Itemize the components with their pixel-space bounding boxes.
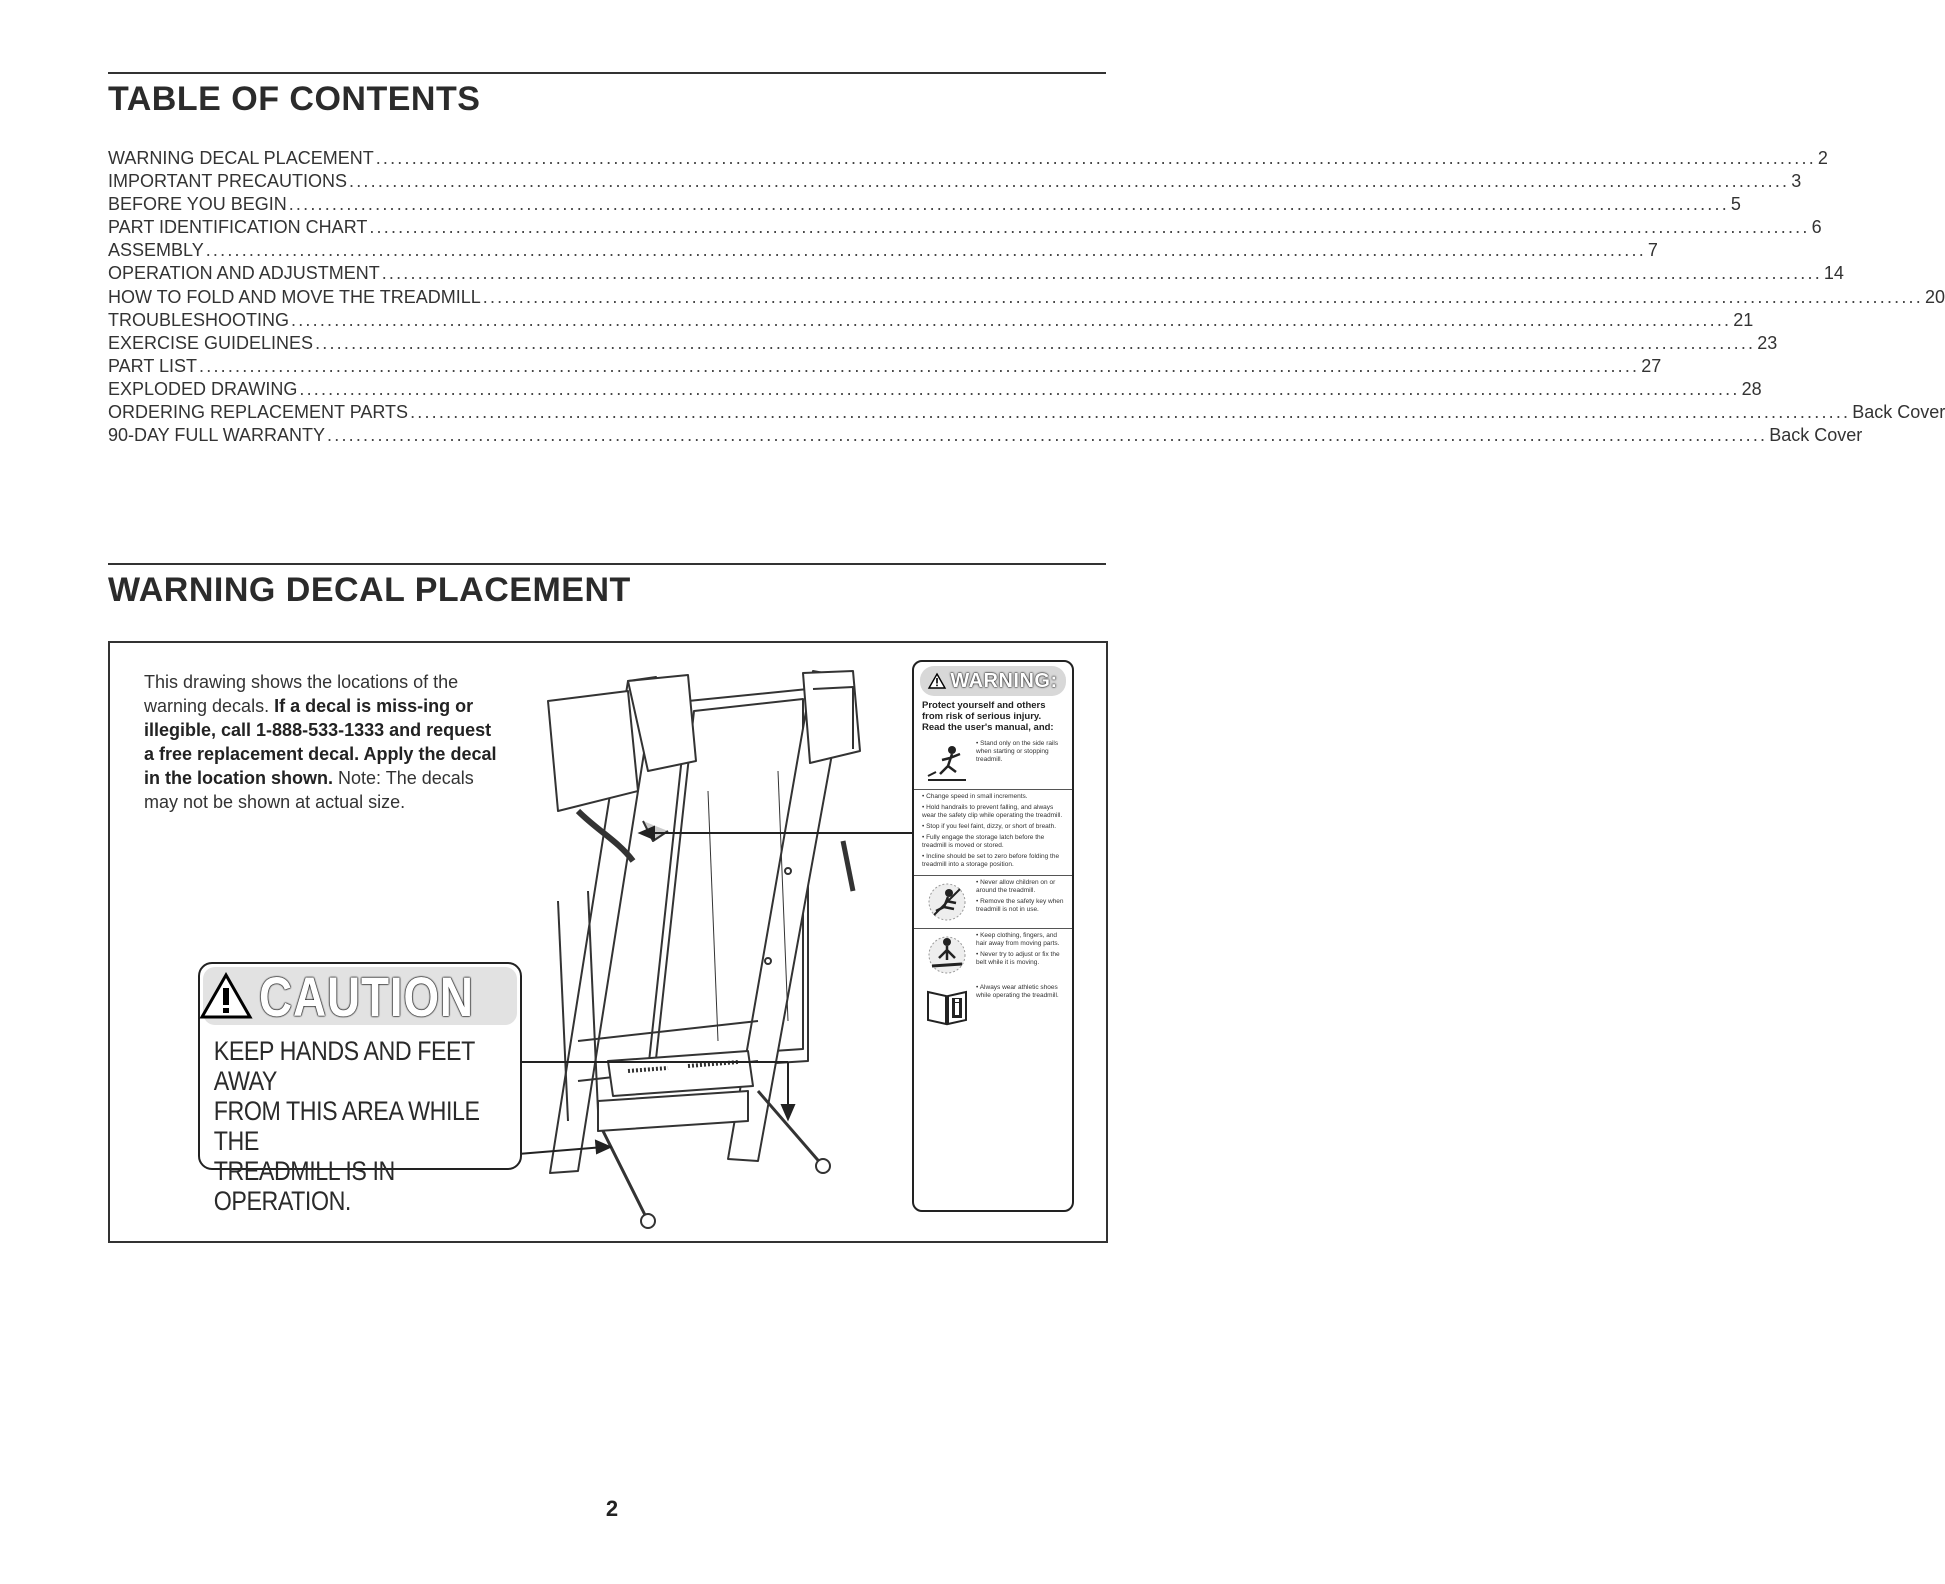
toc-entry-page: 20	[1924, 286, 1945, 307]
toc-leader-dots: ........................................................................................................................................................................................................	[381, 263, 1822, 284]
warning-shoes-text: • Always wear athletic shoes while operating the treadmill.	[976, 984, 1059, 999]
toc-entry-title: HOW TO FOLD AND MOVE THE TREADMILL	[108, 286, 481, 307]
toc-entry-title: EXERCISE GUIDELINES	[108, 332, 314, 353]
toc-entry-title: ASSEMBLY	[108, 240, 204, 261]
toc-entry-page: 14	[1823, 263, 1844, 284]
intro-text-1: This drawing shows the locations of the warning decals.	[144, 672, 459, 716]
toc-entry-title: EXPLODED DRAWING	[108, 378, 298, 399]
toc-leader-dots: ........................................................................................................................................................................................................	[349, 171, 1790, 192]
toc-entry-title: WARNING DECAL PLACEMENT	[108, 148, 374, 168]
warning-clothing-bullet: • Keep clothing, fingers, and hair away from moving parts.	[976, 932, 1060, 947]
toc-entry-page: 23	[1757, 332, 1778, 353]
toc-entry	[108, 286, 1945, 310]
toc-entry	[108, 378, 1762, 402]
toc-entry	[108, 217, 1822, 240]
toc-entry-page: 3	[1791, 171, 1802, 192]
caution-body	[200, 1028, 515, 1216]
toc-leader-dots: ........................................................................................................................................................................................................	[291, 309, 1732, 330]
toc-leader-dots: ........................................................................................................................................................................................................	[327, 425, 1768, 446]
toc-entry-page: 21	[1733, 309, 1754, 330]
toc-entry	[108, 240, 1658, 263]
toc-entry-page: 5	[1730, 194, 1741, 215]
warning-clothing-section	[914, 928, 1072, 981]
toc-entry-title: IMPORTANT PRECAUTIONS	[108, 171, 348, 192]
warning-bullet: • Stop if you feel faint, dizzy, or short of breath.	[922, 823, 1057, 830]
intro-text-2: Note: The decals may not be shown at actual size.	[144, 768, 474, 812]
caution-triangle-icon	[199, 972, 253, 1020]
decal-title: WARNING DECAL PLACEMENT	[108, 571, 631, 609]
toc-entry	[108, 171, 1802, 194]
toc-entry-page: 7	[1647, 240, 1658, 261]
toc-entry-title: TROUBLESHOOTING	[108, 309, 290, 330]
caution-header-text: CAUTION	[258, 964, 474, 1028]
caution-decal	[198, 962, 522, 1216]
toc-leader-dots: ........................................................................................................................................................................................................	[299, 378, 1740, 399]
warning-decal	[912, 660, 1074, 1212]
toc-entry-title: PART IDENTIFICATION CHART	[108, 217, 368, 238]
warning-shoes-section	[914, 981, 1072, 1033]
toc-entry-page: 6	[1811, 217, 1822, 238]
toc-leader-dots: ........................................................................................................................................................................................................	[199, 355, 1640, 376]
caution-line: KEEP HANDS AND FEET AWAY	[213, 1036, 475, 1096]
toc-leader-dots: ........................................................................................................................................................................................................	[482, 286, 1923, 307]
person-on-rails-icon	[922, 740, 972, 786]
warning-stand-text: • Stand only on the side rails when starting or stopping treadmill.	[976, 740, 1059, 763]
toc-entry	[108, 402, 1945, 425]
toc-entry-page: 28	[1741, 378, 1762, 399]
toc-entry-page: 27	[1641, 355, 1662, 376]
warning-children-section	[914, 875, 1072, 928]
warning-clothing-bullet: • Never try to adjust or fix the belt while it is moving.	[976, 951, 1060, 966]
toc-entry	[108, 194, 1741, 217]
warning-stand-section	[914, 737, 1072, 789]
warning-triangle-icon	[928, 673, 946, 689]
toc-entry	[108, 425, 1863, 448]
warning-children-bullet: • Never allow children on or around the treadmill.	[976, 879, 1056, 894]
toc-leader-dots: ........................................................................................................................................................................................................	[375, 148, 1816, 168]
warning-bullets	[914, 789, 1072, 875]
toc-entry-title: PART LIST	[108, 355, 198, 376]
toc-entry-title: OPERATION AND ADJUSTMENT	[108, 263, 380, 284]
toc-leader-dots: ........................................................................................................................................................................................................	[205, 240, 1646, 261]
toc-leader-dots: ........................................................................................................................................................................................................	[369, 217, 1810, 238]
toc-top-rule	[108, 72, 1106, 74]
toc-entry	[108, 355, 1662, 379]
caution-line: FROM THIS AREA WHILE THE	[213, 1096, 480, 1156]
toc-entry-page: 2	[1817, 148, 1828, 168]
toc-entry	[108, 263, 1844, 286]
toc-leader-dots: ........................................................................................................................................................................................................	[410, 402, 1851, 423]
toc-entry-page: Back Cover	[1852, 402, 1945, 423]
toc-title: TABLE OF CONTENTS	[108, 80, 481, 118]
toc-entry-title: 90-DAY FULL WARRANTY	[108, 425, 326, 446]
page-number: 2	[605, 1496, 619, 1521]
intro-text-bold: If a decal is miss-ing or illegible, call 1-888-533-1333 and request a free replacement decal. Apply the decal in the location shown.	[144, 696, 497, 788]
toc-entry	[108, 332, 1778, 356]
warning-children-bullet: • Remove the safety key when treadmill is not in use.	[976, 898, 1064, 913]
warning-bullet: • Change speed in small increments.	[922, 793, 1028, 800]
toc-leader-dots: ........................................................................................................................................................................................................	[288, 194, 1729, 215]
no-children-icon	[922, 879, 972, 925]
toc-entry-title: ORDERING REPLACEMENT PARTS	[108, 402, 409, 423]
warning-intro: Protect yourself and others from risk of serious injury. Read the user's manual, and:	[922, 700, 1054, 733]
warning-bullet: • Hold handrails to prevent falling, and always wear the safety clip while operating the treadmill.	[922, 804, 1063, 819]
decal-top-rule	[108, 563, 1106, 565]
toc-entry-page: Back Cover	[1769, 425, 1863, 446]
warning-bullet: • Fully engage the storage latch before the treadmill is moved or stored.	[922, 834, 1045, 849]
toc-entry	[108, 148, 1828, 171]
warning-header-text: WARNING:	[950, 669, 1058, 692]
warning-header	[920, 666, 1066, 696]
toc-entry-title: BEFORE YOU BEGIN	[108, 194, 287, 215]
toc-entry	[108, 309, 1754, 333]
moving-parts-icon	[922, 932, 972, 978]
toc-list	[108, 148, 1945, 448]
caution-header	[203, 964, 517, 1028]
toc-leader-dots: ........................................................................................................................................................................................................	[315, 332, 1756, 353]
caution-line: TREADMILL IS IN OPERATION.	[213, 1156, 395, 1216]
read-manual-icon	[922, 984, 972, 1030]
warning-bullet: • Incline should be set to zero before folding the treadmill into a storage position.	[922, 853, 1060, 868]
